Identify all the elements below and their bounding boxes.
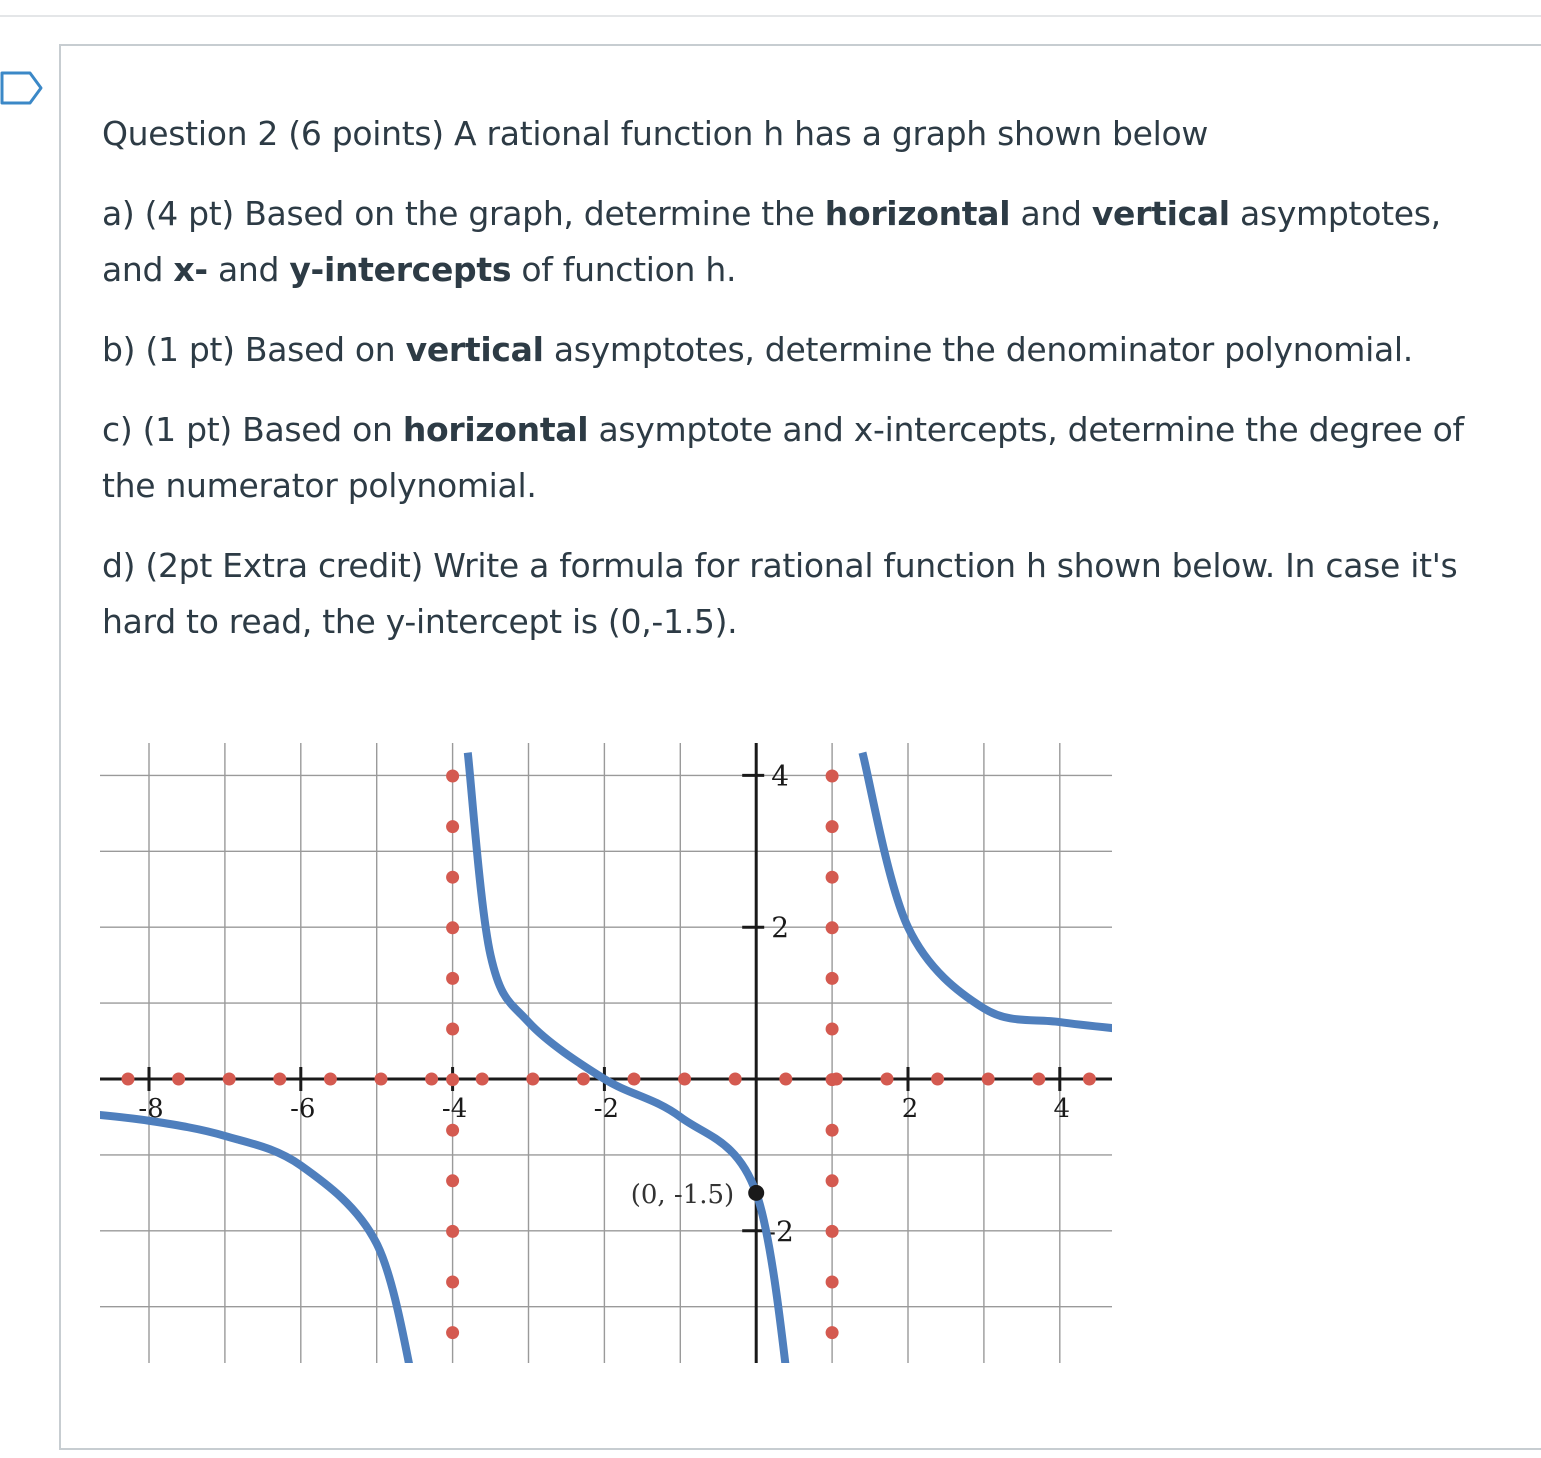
x-tick-label: -2 bbox=[593, 1094, 620, 1124]
vertical-asymptote-dot bbox=[826, 1174, 839, 1187]
vertical-asymptote-dot bbox=[446, 871, 459, 884]
horizontal-asymptote-dot bbox=[779, 1073, 792, 1086]
vertical-asymptote-dot bbox=[826, 770, 839, 783]
y-intercept-point bbox=[748, 1185, 764, 1201]
horizontal-asymptote-dot bbox=[1032, 1073, 1045, 1086]
vertical-asymptote-dot bbox=[446, 770, 459, 783]
horizontal-asymptote-dot bbox=[830, 1073, 843, 1086]
horizontal-asymptote-dot bbox=[375, 1073, 388, 1086]
horizontal-asymptote-dot bbox=[425, 1073, 438, 1086]
rational-function-graph bbox=[100, 743, 1112, 1367]
horizontal-asymptote-dot bbox=[1083, 1073, 1096, 1086]
part-c: c) (1 pt) Based on horizontal asymptote and x-intercepts, determine the degree of the numerator polynomial. bbox=[102, 410, 1464, 505]
function-curve-branch bbox=[862, 753, 1112, 1031]
top-divider bbox=[0, 15, 1541, 17]
horizontal-asymptote-dot bbox=[172, 1073, 185, 1086]
vertical-asymptote-dot bbox=[826, 972, 839, 985]
x-tick-label: 2 bbox=[901, 1094, 919, 1124]
vertical-asymptote-dot bbox=[446, 1124, 459, 1137]
function-curve-branch bbox=[468, 753, 794, 1363]
vertical-asymptote-dot bbox=[826, 1023, 839, 1036]
flag-question-icon[interactable] bbox=[0, 70, 44, 106]
horizontal-asymptote-dot bbox=[982, 1073, 995, 1086]
vertical-asymptote-dot bbox=[826, 1326, 839, 1339]
question-text bbox=[102, 106, 1507, 674]
horizontal-asymptote-dot bbox=[324, 1073, 337, 1086]
vertical-asymptote-dot bbox=[446, 1174, 459, 1187]
vertical-asymptote-dot bbox=[826, 1124, 839, 1137]
question-title: Question 2 (6 points) A rational function h has a graph shown below bbox=[102, 114, 1209, 153]
horizontal-asymptote-dot bbox=[577, 1073, 590, 1086]
part-b: b) (1 pt) Based on vertical asymptotes, determine the denominator polynomial. bbox=[102, 330, 1413, 369]
graph-svg bbox=[100, 743, 1112, 1363]
part-a: a) (4 pt) Based on the graph, determine the horizontal and vertical asymptotes, and x- and y-intercepts of function h. bbox=[102, 194, 1441, 289]
horizontal-asymptote-dot bbox=[881, 1073, 894, 1086]
horizontal-asymptote-dot bbox=[628, 1073, 641, 1086]
y-intercept-label: (0, -1.5) bbox=[630, 1179, 735, 1210]
vertical-asymptote-dot bbox=[446, 820, 459, 833]
horizontal-asymptote-dot bbox=[122, 1073, 135, 1086]
y-tick-label: -2 bbox=[766, 1214, 794, 1248]
y-tick-label: 2 bbox=[771, 911, 790, 945]
vertical-asymptote-dot bbox=[446, 972, 459, 985]
vertical-asymptote-dot bbox=[826, 1225, 839, 1238]
horizontal-asymptote-dot bbox=[678, 1073, 691, 1086]
function-curve-branch bbox=[100, 1112, 415, 1363]
vertical-asymptote-dot bbox=[446, 1023, 459, 1036]
x-tick-label: -4 bbox=[441, 1094, 468, 1124]
part-d: d) (2pt Extra credit) Write a formula for rational function h shown below. In case it's hard to read, the y-intercept is (0,-1.5). bbox=[102, 546, 1458, 641]
horizontal-asymptote-dot bbox=[729, 1073, 742, 1086]
vertical-asymptote-dot bbox=[446, 921, 459, 934]
vertical-asymptote-dot bbox=[826, 1276, 839, 1289]
vertical-asymptote-dot bbox=[446, 1326, 459, 1339]
horizontal-asymptote-dot bbox=[931, 1073, 944, 1086]
horizontal-asymptote-dot bbox=[273, 1073, 286, 1086]
vertical-asymptote-dot bbox=[446, 1073, 459, 1086]
vertical-asymptote-dot bbox=[826, 871, 839, 884]
horizontal-asymptote-dot bbox=[526, 1073, 539, 1086]
horizontal-asymptote-dot bbox=[223, 1073, 236, 1086]
x-tick-label: 4 bbox=[1053, 1094, 1071, 1124]
vertical-asymptote-dot bbox=[826, 921, 839, 934]
vertical-asymptote-dot bbox=[446, 1276, 459, 1289]
horizontal-asymptote-dot bbox=[476, 1073, 489, 1086]
vertical-asymptote-dot bbox=[826, 820, 839, 833]
x-tick-label: -6 bbox=[290, 1094, 316, 1124]
x-tick-label: -8 bbox=[138, 1094, 164, 1124]
y-tick-label: 4 bbox=[771, 759, 790, 793]
vertical-asymptote-dot bbox=[446, 1225, 459, 1238]
